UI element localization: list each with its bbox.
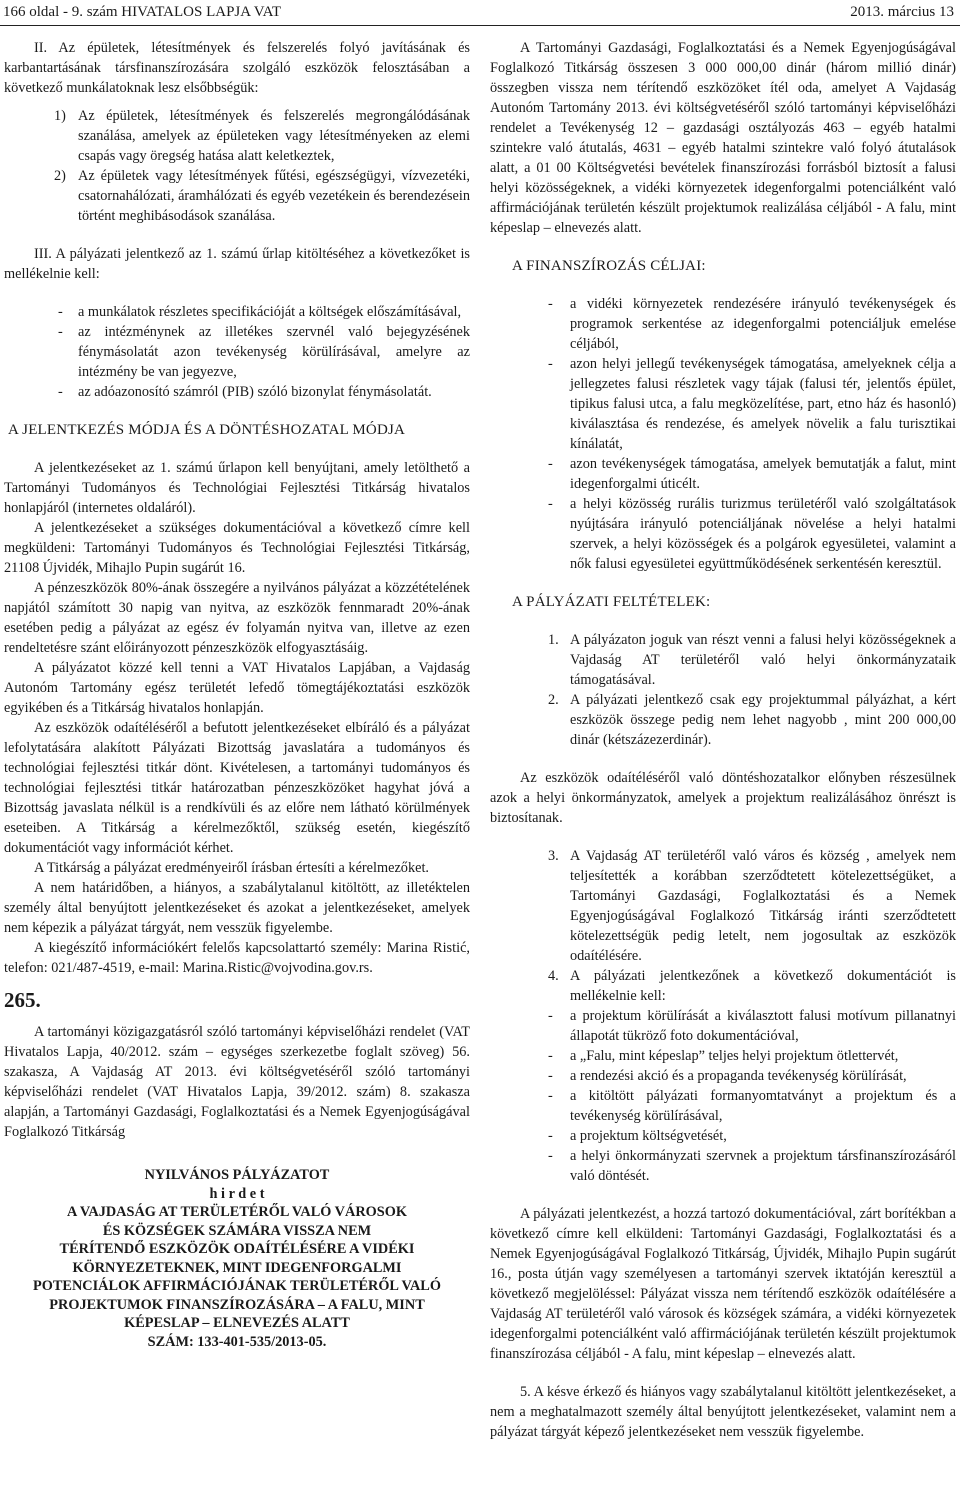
condition-item: 2. A pályázati jelentkező csak egy projektummal pályázhat, a kért eszközök összege pedig nem lehet nagyobb , mint 200 000,00 dinár (kétszázezerdinár). <box>548 692 956 748</box>
doc-item: - a projektum költségvetését, <box>548 1128 727 1144</box>
goal-item: - a vidéki környezetek rendezésére irányuló tevékenységek és programok serkentése az idegenforgalmi potenciáljuk emelése céljából, <box>548 296 956 352</box>
attachment-item: - az adóazonosító számról (PIB) szóló bizonylat fénymásolatát. <box>58 384 432 400</box>
paragraph: A Titkárság a pályázat eredményeiről írásban értesíti a kérelmezőket. <box>34 860 429 876</box>
left-column <box>4 38 470 1351</box>
goal-item: - azon helyi jellegű tevékenységek támogatása, amelyeknek célja a jellegzetes falusi részletek vagy tájak (falusi tér, jelentős épület, tipikus falusi utca, a falu megközelítése, part, etno ház és hasonló) kiválasztása és rendezése, és amelyek növelik a falu turisztikai kínálatát, <box>548 356 956 452</box>
header-left: 166 oldal - 9. szám HIVATALOS LAPJA VAT <box>3 4 281 20</box>
paragraph: A pénzeszközök 80%-ának összegére a nyilvános pályázat a közzétételének napjától számított 30 napig van nyitva, az eszközök fennmaradt 20%-ának esetében pedig a pályázat az egész év folyamán nyitva van, illetve az ezen rendeltetésre szánt előirányozott pénzeszközök elfogyasztásáig. <box>4 580 470 656</box>
announcement-title <box>4 1166 470 1351</box>
priority-list <box>4 106 470 226</box>
title-line: POTENCIÁLOK AFFIRMÁCIÓJÁNAK TERÜLETÉRŐL VALÓ <box>33 1278 441 1294</box>
doc-item: - a projektum körülírását a kiválasztott falusi motívum pillanatnyi állapotát tükröző foto dokumentációval, <box>548 1008 956 1044</box>
intro-paragraph: A Tartományi Gazdasági, Foglalkoztatási és a Nemek Egyenjogúságával Foglalkozó Titkárság összesen 3 000 000,00 dinár (három millió dinár) összegben vissza nem térítendő eszközöket ítél oda, amelyet A Vajdaság Autonóm Tartomány 2013. évi költségvetéséről szóló tartományi képviselőházi rendelet a Tevékenység 12 – gazdasági osztályozás 463 – egyéb hatalmi szintekre való átutalás, 4631 – egyéb hatalmi szintekre való folyó átutalások alatt, a 01 00 Költségvetési bevételek finanszírozási forrásból biztosít a falusi helyi közösségeknek, a vidéki környezetek idegenforgalmi potenciálként való affirmációjának területén készült projektumok realizálása céljából - A falu, mint képeslap – elnevezés alatt. <box>490 40 956 236</box>
heading-conditions: A PÁLYÁZATI FELTÉTELEK: <box>512 594 711 610</box>
header-rule <box>0 25 960 26</box>
late-submission-paragraph: 5. A késve érkező és hiányos vagy szabálytalanul kitöltött jelentkezéseket, a nem a meghatalmazott személy által benyújtott jelentkezéseket, valamint nem a pályázat tárgyát képező jelentkezéseket nem vesszük figyelembe. <box>490 1384 956 1440</box>
title-line: h i r d e t <box>209 1185 265 1202</box>
title-line: PROJEKTUMOK FINANSZÍROZÁSÁRA – A FALU, MINT <box>49 1296 425 1313</box>
title-line: KÖRNYEZETEKNEK, MINT IDEGENFORGALMI <box>72 1259 402 1276</box>
title-line: A VAJDASÁG AT TERÜLETÉRŐL VALÓ VÁROSOK <box>67 1204 407 1220</box>
doc-item: - a helyi önkormányzati szervnek a projektum társfinanszírozásáról való döntését. <box>548 1148 956 1184</box>
paragraph: A nem határidőben, a hiányos, a szabálytalanul kitöltött, az illetéktelen személy által benyújtott jelentkezéseket és azokat a jelentkezéseket, amelyek nem képezik a pályázat tárgyát, nem vesszük figyelembe. <box>4 880 470 936</box>
doc-item: - a rendezési akció és a propaganda tevékenység körülírását, <box>548 1068 907 1084</box>
priority-item: 2) Az épületek vagy létesítmények fűtési, egészségügyi, vízvezetéki, csatornahálózati, áramhálózati és egyéb vezetékein és berendezésein történt meghibásodások szanálása. <box>54 168 470 224</box>
right-column <box>490 38 956 1442</box>
goals-list <box>490 294 956 574</box>
conditions-list <box>490 630 956 750</box>
reference-number: SZÁM: 133-401-535/2013-05. <box>147 1333 327 1350</box>
heading-goals: A FINANSZÍROZÁS CÉLJAI: <box>512 258 706 274</box>
goal-item: - a helyi közösség rurális turizmus területéről való szolgáltatások nyújtására irányuló potenciáljának növelése a helyi hatalmi szervek, a helyi közösségek és a polgárok egyesületei, valamint a nők falusi egyesületei együttműködésének serkentésén keresztül. <box>548 496 956 572</box>
paragraph: Az eszközök odaítéléséről a befutott jelentkezéseket elbíráló és a pályázat lefolytatására alakított Pályázati Bizottság javaslatára a tudományos és technológiai fejlesztési titkár dönt. Kivételesen, a tartományi tudományos és technológiai fejlesztési titkár határozatban pénzeszközöket hagyhat jóvá a Bizottság javaslata nélkül is a rendkívüli és az előre nem látható körülmények eseteiben. A Titkárság a kérelmezőktől, szükség esetén, kiegészítő dokumentációt vagy információt kérhet. <box>4 720 470 856</box>
paragraph: A jelentkezéseket a szükséges dokumentációval a következő címre kell megküldeni: Tartományi Tudományos és Technológiai Fejlesztési Titkárság, 21108 Újvidék, Mihajlo Pupin sugárút 16. <box>4 520 470 576</box>
page-header <box>0 0 960 26</box>
section-2-intro: II. Az épületek, létesítmények és felszerelés folyó javításának és karbantartásának társfinanszírozására szolgáló eszközök felosztásában a következő munkálatoknak lesz elsőbbségük: <box>4 40 470 96</box>
condition-item: 3. A Vajdaság AT területéről való város és község , amelyek nem teljesítették a korábban szerződtetett kötelezettségüket, a Tartományi Gazdasági, Foglalkoztatási és a Nemek Egyenjogúságával Foglalkozó Titkárság iránti szerződtetett kötelezettségük pedig letelt, nem jogosultak az eszközök odaítélésére. <box>548 848 956 964</box>
contact-paragraph: A kiegészítő információkért felelős kapcsolattartó személy: Marina Ristić, telefon: 021/487-4519, e-mail: Marina.Ristic@vojvodina.gov.rs. <box>4 940 470 976</box>
header-date: 2013. március 13 <box>850 4 954 20</box>
preamble: A tartományi közigazgatásról szóló tartományi képviselőházi rendelet (VAT Hivatalos Lapja, 40/2012. szám – egységes szerkezetbe foglalt szöveg) 56. szakasza, A Vajdaság AT 2013. évi költségvetéséről szóló tartományi képviselőházi rendelet (VAT Hivatalos Lapja, 39/2012. szám) 8. szakasza alapján, a Tartományi Gazdasági, Foglalkoztatási és a Nemek Egyenjogúságával Foglalkozó Titkárság <box>4 1024 470 1140</box>
document-number: 265. <box>4 988 41 1012</box>
documentation-list <box>490 1006 956 1186</box>
preference-paragraph: Az eszközök odaítéléséről való döntéshozatalkor előnyben részesülnek azok a helyi önkormányzatok, amelyek a projektum realizálásához önrészt is biztosítanak. <box>490 770 956 826</box>
heading-application: A JELENTKEZÉS MÓDJA ÉS A DÖNTÉSHOZATAL MÓDJA <box>8 422 406 438</box>
conditions-list-continued <box>490 846 956 1006</box>
title-line: NYILVÁNOS PÁLYÁZATOT <box>144 1167 330 1183</box>
attachment-item: - a munkálatok részletes specifikációját a költségek előszámításával, <box>58 304 462 320</box>
condition-item: 1. A pályázaton joguk van részt venni a falusi helyi közösségeknek a Vajdaság AT területéről való helyi önkormányzataik támogatásával. <box>548 632 956 688</box>
condition-item: 4. A pályázati jelentkezőnek a következő dokumentációt is mellékelnie kell: <box>548 968 956 1004</box>
submission-paragraph: A pályázati jelentkezést, a hozzá tartozó dokumentációval, zárt borítékban a következő címre kell elküldeni: Tartományi Gazdasági, Foglalkoztatási és a Nemek Egyenjogúságával Foglalkozó Titkárság, Újvidék, Mihajlo Pupin sugárút 16., posta útján vagy személyesen a tartományi szervek iktatóján keresztül a következő megjelöléssel: Pályázat vissza nem térítendő eszközök odaítélésére a Vajdaság AT területéről való városok és községek számára, a vidéki környezetek idegenforgalmi potenciálként való affirmációjának területén készült projektumok finanszírozása céljából - A falu, mint képeslap – elnevezés alatt. <box>490 1206 956 1362</box>
title-line: TÉRÍTENDŐ ESZKÖZÖK ODAÍTÉLÉSÉRE A VIDÉKI <box>59 1241 415 1257</box>
paragraph: A pályázatot közzé kell tenni a VAT Hivatalos Lapjában, a Vajdaság Autonóm Tartomány egész területét lefedő tömegtájékoztatási eszközök egyikében és a Titkárság hivatalos honlapján. <box>4 660 470 716</box>
attachment-list <box>4 302 470 402</box>
attachment-item: - az intézménynek az illetékes szervnél való bejegyzésének fénymásolatát azon tevékenység körülírásával, amelyre az intézmény be van jegyezve, <box>58 324 470 380</box>
title-line: ÉS KÖZSÉGEK SZÁMÁRA VISSZA NEM <box>102 1222 372 1239</box>
paragraph: A jelentkezéseket az 1. számú űrlapon kell benyújtani, amely letölthető a Tartományi Tudományos és Technológiai Fejlesztési Titkárság hivatalos honlapjáról (internetes oldaláról). <box>4 460 470 516</box>
goal-item: - azon tevékenységek támogatása, amelyek bemutatják a falut, mint idegenforgalmi úticélt. <box>548 456 956 492</box>
priority-item: 1) Az épületek, létesítmények és felszerelés megrongálódásának szanálása, amelyek az épületeken vagy létesítményeken az elemi csapás vagy öregség hatása alatt keletkeztek, <box>54 108 470 164</box>
title-line: KÉPESLAP – ELNEVEZÉS ALATT <box>124 1315 350 1331</box>
section-3-intro: III. A pályázati jelentkező az 1. számú űrlap kitöltéséhez a következőket is mellékelnie kell: <box>4 246 470 282</box>
doc-item: - a kitöltött pályázati formanyomtatványt a projektum és a tevékenység körülírásával, <box>548 1088 956 1124</box>
doc-item: - a „Falu, mint képeslap” teljes helyi projektum ötlettervét, <box>548 1048 899 1064</box>
